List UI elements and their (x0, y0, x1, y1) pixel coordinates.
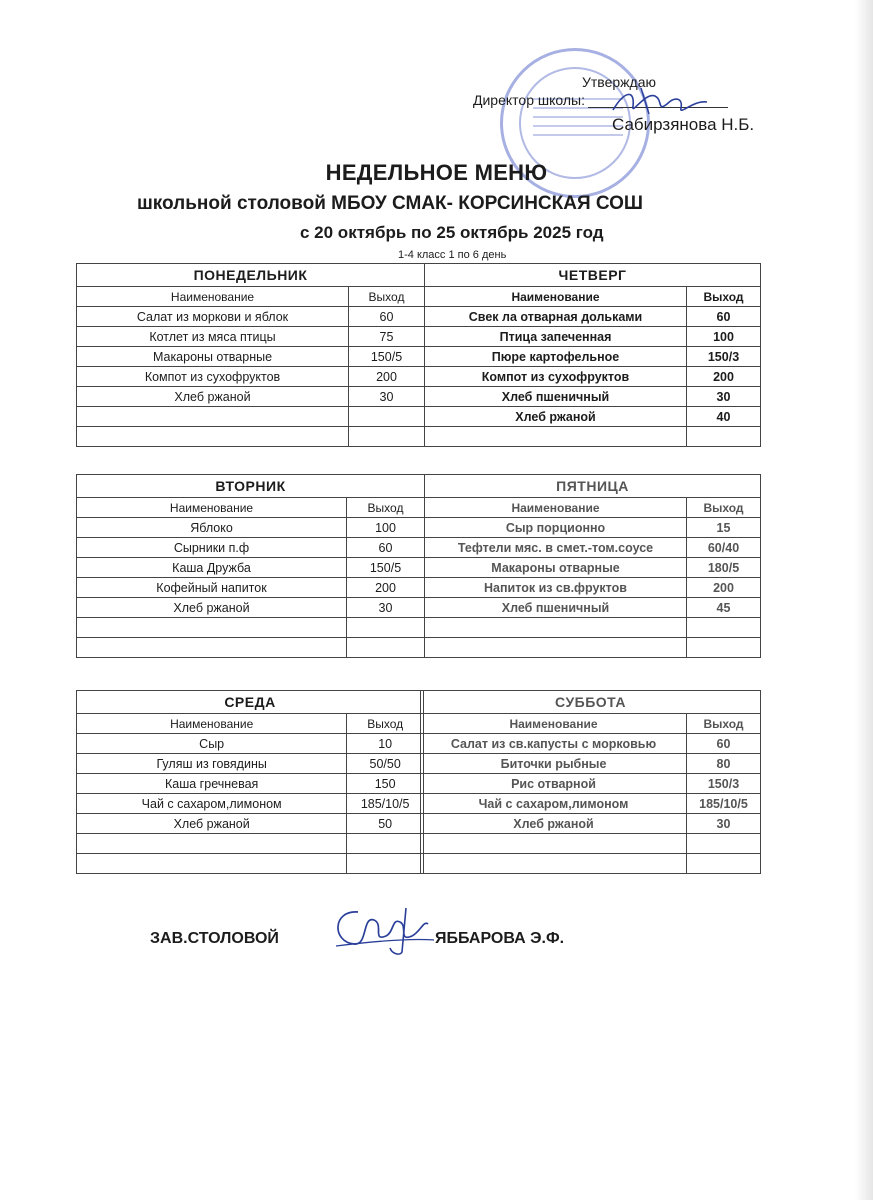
dish-yield: 150/3 (687, 347, 761, 367)
dish-name: Птица запеченная (425, 327, 687, 347)
table-row (421, 754, 761, 774)
dish-name: Свек ла отварная дольками (425, 307, 687, 327)
dish-name: Сырники п.ф (77, 538, 347, 558)
dish-yield: 60 (349, 307, 425, 327)
empty-row (77, 427, 425, 447)
dish-name: Кофейный напиток (77, 578, 347, 598)
table-row (425, 407, 761, 427)
table-row (425, 518, 761, 538)
dish-name: Салат из моркови и яблок (77, 307, 349, 327)
dish-yield: 80 (687, 754, 761, 774)
table-row (425, 307, 761, 327)
dish-yield: 50/50 (347, 754, 424, 774)
empty-row (77, 854, 424, 874)
dish-name: Хлеб ржаной (425, 407, 687, 427)
menu-table-friday (424, 474, 761, 658)
column-header-yield: Выход (687, 498, 761, 518)
canteen-head-name: ЯББАРОВА Э.Ф. (435, 930, 565, 947)
dish-name: Каша гречневая (77, 774, 347, 794)
column-header-yield: Выход (687, 287, 761, 307)
table-row (77, 794, 424, 814)
dish-name: Напиток из св.фруктов (425, 578, 687, 598)
table-row (425, 347, 761, 367)
dish-yield: 30 (349, 387, 425, 407)
table-row (425, 387, 761, 407)
dish-yield: 75 (349, 327, 425, 347)
dish-name: Яблоко (77, 518, 347, 538)
dish-name: Сыр порционно (425, 518, 687, 538)
dish-yield: 30 (347, 598, 425, 618)
empty-row (425, 427, 761, 447)
dish-yield: 200 (687, 578, 761, 598)
dish-yield: 200 (687, 367, 761, 387)
canteen-head-signature (328, 902, 438, 958)
table-row (77, 307, 425, 327)
empty-row (425, 638, 761, 658)
dish-yield: 30 (687, 814, 761, 834)
dish-name: Чай с сахаром,лимоном (421, 794, 687, 814)
dish-yield: 10 (347, 734, 424, 754)
dish-yield: 150/5 (349, 347, 425, 367)
dish-name: Пюре картофельное (425, 347, 687, 367)
dish-name: Компот из сухофруктов (425, 367, 687, 387)
dish-yield: 60 (687, 307, 761, 327)
empty-row (421, 834, 761, 854)
menu-table-wednesday (76, 690, 424, 874)
dish-name: Тефтели мяс. в смет.-том.соусе (425, 538, 687, 558)
empty-row (421, 854, 761, 874)
table-row (425, 598, 761, 618)
table-row (77, 387, 425, 407)
dish-name: Компот из сухофруктов (77, 367, 349, 387)
approve-label: Утверждаю (582, 74, 656, 90)
day-title-thursday: ЧЕТВЕРГ (425, 264, 761, 287)
dish-name: Рис отварной (421, 774, 687, 794)
table-row (77, 754, 424, 774)
dish-name: Хлеб пшеничный (425, 387, 687, 407)
empty-row (77, 834, 424, 854)
table-row (77, 538, 425, 558)
dish-yield: 185/10/5 (687, 794, 761, 814)
table-row (425, 558, 761, 578)
day-title-saturday: СУББОТА (421, 691, 761, 714)
dish-yield: 185/10/5 (347, 794, 424, 814)
column-header-name: Наименование (77, 714, 347, 734)
dish-yield: 150/3 (687, 774, 761, 794)
table-row (425, 327, 761, 347)
dish-name: Хлеб ржаной (77, 814, 347, 834)
dish-name: Салат из св.капусты с морковью (421, 734, 687, 754)
menu-table-saturday (420, 690, 761, 874)
table-row (77, 347, 425, 367)
table-row (425, 367, 761, 387)
table-row (77, 327, 425, 347)
dish-name: Макароны отварные (77, 347, 349, 367)
menu-table-monday (76, 263, 425, 447)
empty-row (77, 618, 425, 638)
day-title-tuesday: ВТОРНИК (77, 475, 425, 498)
dish-name: Котлет из мяса птицы (77, 327, 349, 347)
dish-name: Чай с сахаром,лимоном (77, 794, 347, 814)
grade-range: 1-4 класс 1 по 6 день (398, 249, 507, 261)
dish-yield: 40 (687, 407, 761, 427)
dish-name: Гуляш из говядины (77, 754, 347, 774)
dish-yield: 200 (349, 367, 425, 387)
dish-yield: 150 (347, 774, 424, 794)
column-header-name: Наименование (421, 714, 687, 734)
empty-row (77, 407, 425, 427)
column-header-yield: Выход (349, 287, 425, 307)
dish-yield: 200 (347, 578, 425, 598)
director-label: Директор школы: (473, 92, 585, 108)
dish-name: Каша Дружба (77, 558, 347, 578)
dish-yield: 50 (347, 814, 424, 834)
column-header-name: Наименование (77, 287, 349, 307)
table-row (77, 734, 424, 754)
dish-yield: 60 (347, 538, 425, 558)
dish-yield: 45 (687, 598, 761, 618)
table-row (77, 367, 425, 387)
dish-name: Хлеб ржаной (77, 598, 347, 618)
table-row (425, 538, 761, 558)
dish-yield: 100 (347, 518, 425, 538)
dish-name: Хлеб пшеничный (425, 598, 687, 618)
day-title-friday: ПЯТНИЦА (425, 475, 761, 498)
table-row (77, 814, 424, 834)
table-row (77, 598, 425, 618)
dish-yield: 60 (687, 734, 761, 754)
menu-table-thursday (424, 263, 761, 447)
day-title-monday: ПОНЕДЕЛЬНИК (77, 264, 425, 287)
date-range: с 20 октябрь по 25 октябрь 2025 год (300, 223, 604, 242)
page-subtitle: школьной столовой МБОУ СМАК- КОРСИНСКАЯ СОШ (136, 193, 644, 214)
table-row (425, 578, 761, 598)
dish-yield: 60/40 (687, 538, 761, 558)
table-row (421, 734, 761, 754)
table-row (77, 578, 425, 598)
empty-row (425, 618, 761, 638)
table-row (77, 518, 425, 538)
column-header-name: Наименование (77, 498, 347, 518)
column-header-name: Наименование (425, 287, 687, 307)
day-title-wednesday: СРЕДА (77, 691, 424, 714)
dish-name: Хлеб ржаной (77, 387, 349, 407)
table-row (77, 558, 425, 578)
empty-row (77, 638, 425, 658)
dish-yield: 30 (687, 387, 761, 407)
column-header-name: Наименование (425, 498, 687, 518)
table-row (421, 794, 761, 814)
column-header-yield: Выход (347, 714, 424, 734)
table-row (421, 814, 761, 834)
dish-name: Биточки рыбные (421, 754, 687, 774)
dish-yield: 150/5 (347, 558, 425, 578)
table-row (421, 774, 761, 794)
dish-name: Хлеб ржаной (421, 814, 687, 834)
table-row (77, 774, 424, 794)
dish-yield: 100 (687, 327, 761, 347)
dish-name: Сыр (77, 734, 347, 754)
page-title: НЕДЕЛЬНОЕ МЕНЮ (325, 160, 548, 185)
column-header-yield: Выход (687, 714, 761, 734)
dish-yield: 15 (687, 518, 761, 538)
column-header-yield: Выход (347, 498, 425, 518)
dish-yield: 180/5 (687, 558, 761, 578)
director-name: Сабирзянова Н.Б. (612, 115, 755, 134)
canteen-head-label: ЗАВ.СТОЛОВОЙ (150, 930, 279, 947)
dish-name: Макароны отварные (425, 558, 687, 578)
menu-table-tuesday (76, 474, 425, 658)
